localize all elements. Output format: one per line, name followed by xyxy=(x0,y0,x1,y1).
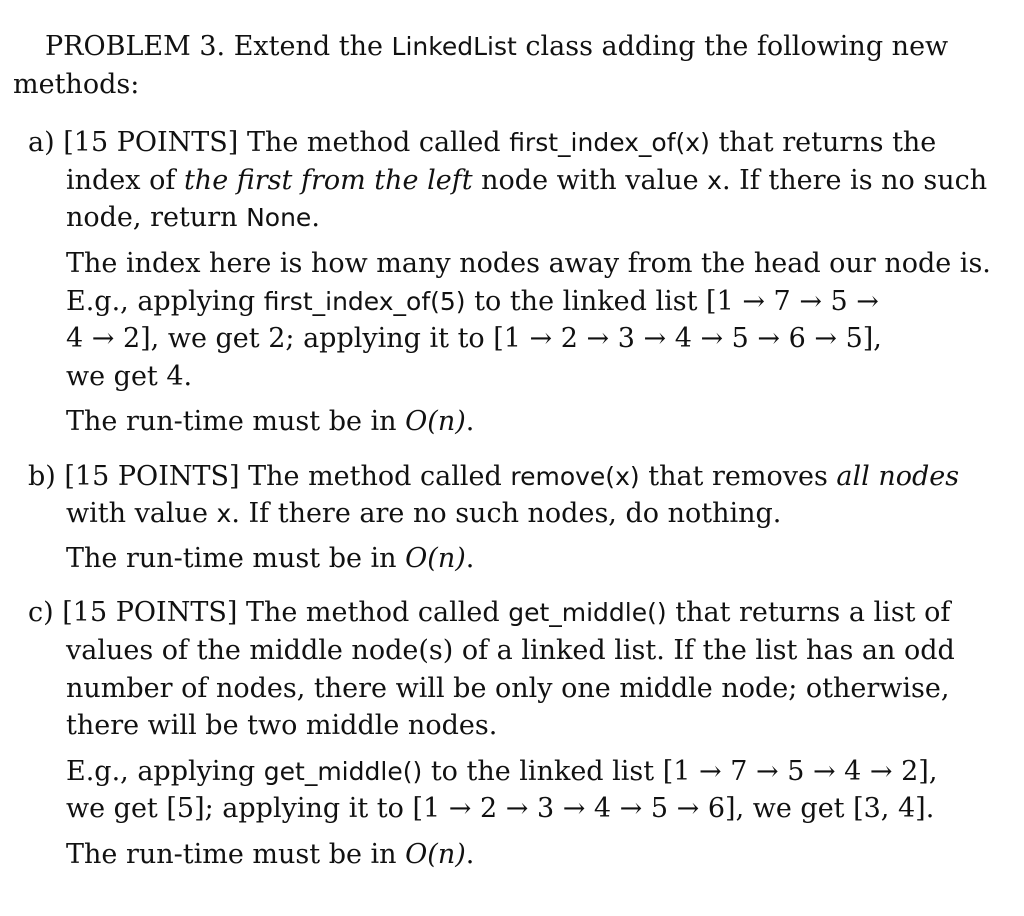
text: that returns the xyxy=(718,127,937,158)
text: The run-time must be in xyxy=(66,406,397,437)
text: . xyxy=(465,839,475,870)
part-c-line-1 xyxy=(28,595,950,631)
text: to the linked list [1 → 7 → 5 → 4 → 2], xyxy=(430,756,938,787)
part-label: c) xyxy=(28,597,54,628)
part-a-line-2 xyxy=(66,163,987,199)
method-name: remove(x) xyxy=(510,462,640,491)
big-o: O(n) xyxy=(405,543,466,574)
text: 4 → 2], we get 2; applying it to [1 → 2 → 3 → 4 → 5 → 6 → 5], xyxy=(66,323,882,354)
text: . If there is no such xyxy=(721,165,988,196)
text: . xyxy=(465,406,475,437)
text: we get [5]; applying it to [1 → 2 → 3 → 4 → 5 → 6], we get [3, 4]. xyxy=(66,793,935,824)
code-none: None xyxy=(246,203,312,232)
text: . If there are no such nodes, do nothing. xyxy=(231,498,782,529)
text: we get 4. xyxy=(66,361,193,392)
part-c-p2-line-2 xyxy=(66,791,934,827)
emphasis-text: the first from the left xyxy=(183,165,473,196)
text: The method called xyxy=(245,597,500,628)
part-a-p2-line-4 xyxy=(66,359,192,395)
points-badge: [15 POINTS] xyxy=(64,461,240,492)
text: E.g., applying xyxy=(66,286,256,317)
text: values of the middle node(s) of a linked list. If the list has an odd xyxy=(66,635,955,666)
part-label: a) xyxy=(28,127,55,158)
text: that removes xyxy=(648,461,828,492)
part-b-line-2 xyxy=(66,496,781,532)
part-b-line-1 xyxy=(28,459,959,495)
method-name: get_middle() xyxy=(508,598,667,627)
method-call: first_index_of(5) xyxy=(263,287,466,316)
text: . xyxy=(311,202,320,233)
text: that returns a list of xyxy=(675,597,951,628)
part-a-p2-line-1 xyxy=(66,246,991,282)
points-badge: [15 POINTS] xyxy=(63,127,239,158)
text: there will be two middle nodes. xyxy=(66,710,498,741)
emphasis-text: all nodes xyxy=(836,461,960,492)
method-name: first_index_of(x) xyxy=(509,128,710,157)
method-call: get_middle() xyxy=(263,757,423,786)
text: . xyxy=(465,543,475,574)
intro-text: class adding the following new xyxy=(525,31,949,62)
part-a-p2-line-3 xyxy=(66,321,882,357)
text: index of xyxy=(66,165,176,196)
part-c-line-2 xyxy=(66,633,955,669)
part-c-p2-line-1 xyxy=(66,754,937,790)
text: to the linked list [1 → 7 → 5 → xyxy=(474,286,879,317)
code-var: x xyxy=(707,166,722,195)
big-o: O(n) xyxy=(405,406,466,437)
part-a-runtime xyxy=(66,404,474,440)
points-badge: [15 POINTS] xyxy=(62,597,238,628)
class-name: LinkedList xyxy=(391,32,517,61)
part-c-line-3 xyxy=(66,671,949,707)
text: with value xyxy=(66,498,208,529)
part-c-runtime xyxy=(66,837,474,873)
text: The method called xyxy=(246,127,501,158)
problem-heading: PROBLEM 3. xyxy=(45,31,226,62)
text: node with value xyxy=(481,165,699,196)
problem-intro-line-1 xyxy=(45,29,948,65)
part-a-line-3 xyxy=(66,200,320,236)
text: node, return xyxy=(66,202,238,233)
part-a-p2-line-2 xyxy=(66,284,879,320)
text: The run-time must be in xyxy=(66,543,397,574)
big-o: O(n) xyxy=(405,839,466,870)
part-b-runtime xyxy=(66,541,474,577)
text: The run-time must be in xyxy=(66,839,397,870)
intro-text: Extend the xyxy=(233,31,383,62)
part-label: b) xyxy=(28,461,56,492)
intro-text: methods: xyxy=(13,69,140,100)
text: E.g., applying xyxy=(66,756,256,787)
text: number of nodes, there will be only one middle node; otherwise, xyxy=(66,673,950,704)
part-a-line-1 xyxy=(28,125,936,161)
part-c-line-4 xyxy=(66,708,497,744)
text: The index here is how many nodes away from the head our node is. xyxy=(66,248,991,279)
problem-intro-line-2 xyxy=(13,67,139,103)
text: The method called xyxy=(248,461,502,492)
code-var: x xyxy=(216,499,232,528)
